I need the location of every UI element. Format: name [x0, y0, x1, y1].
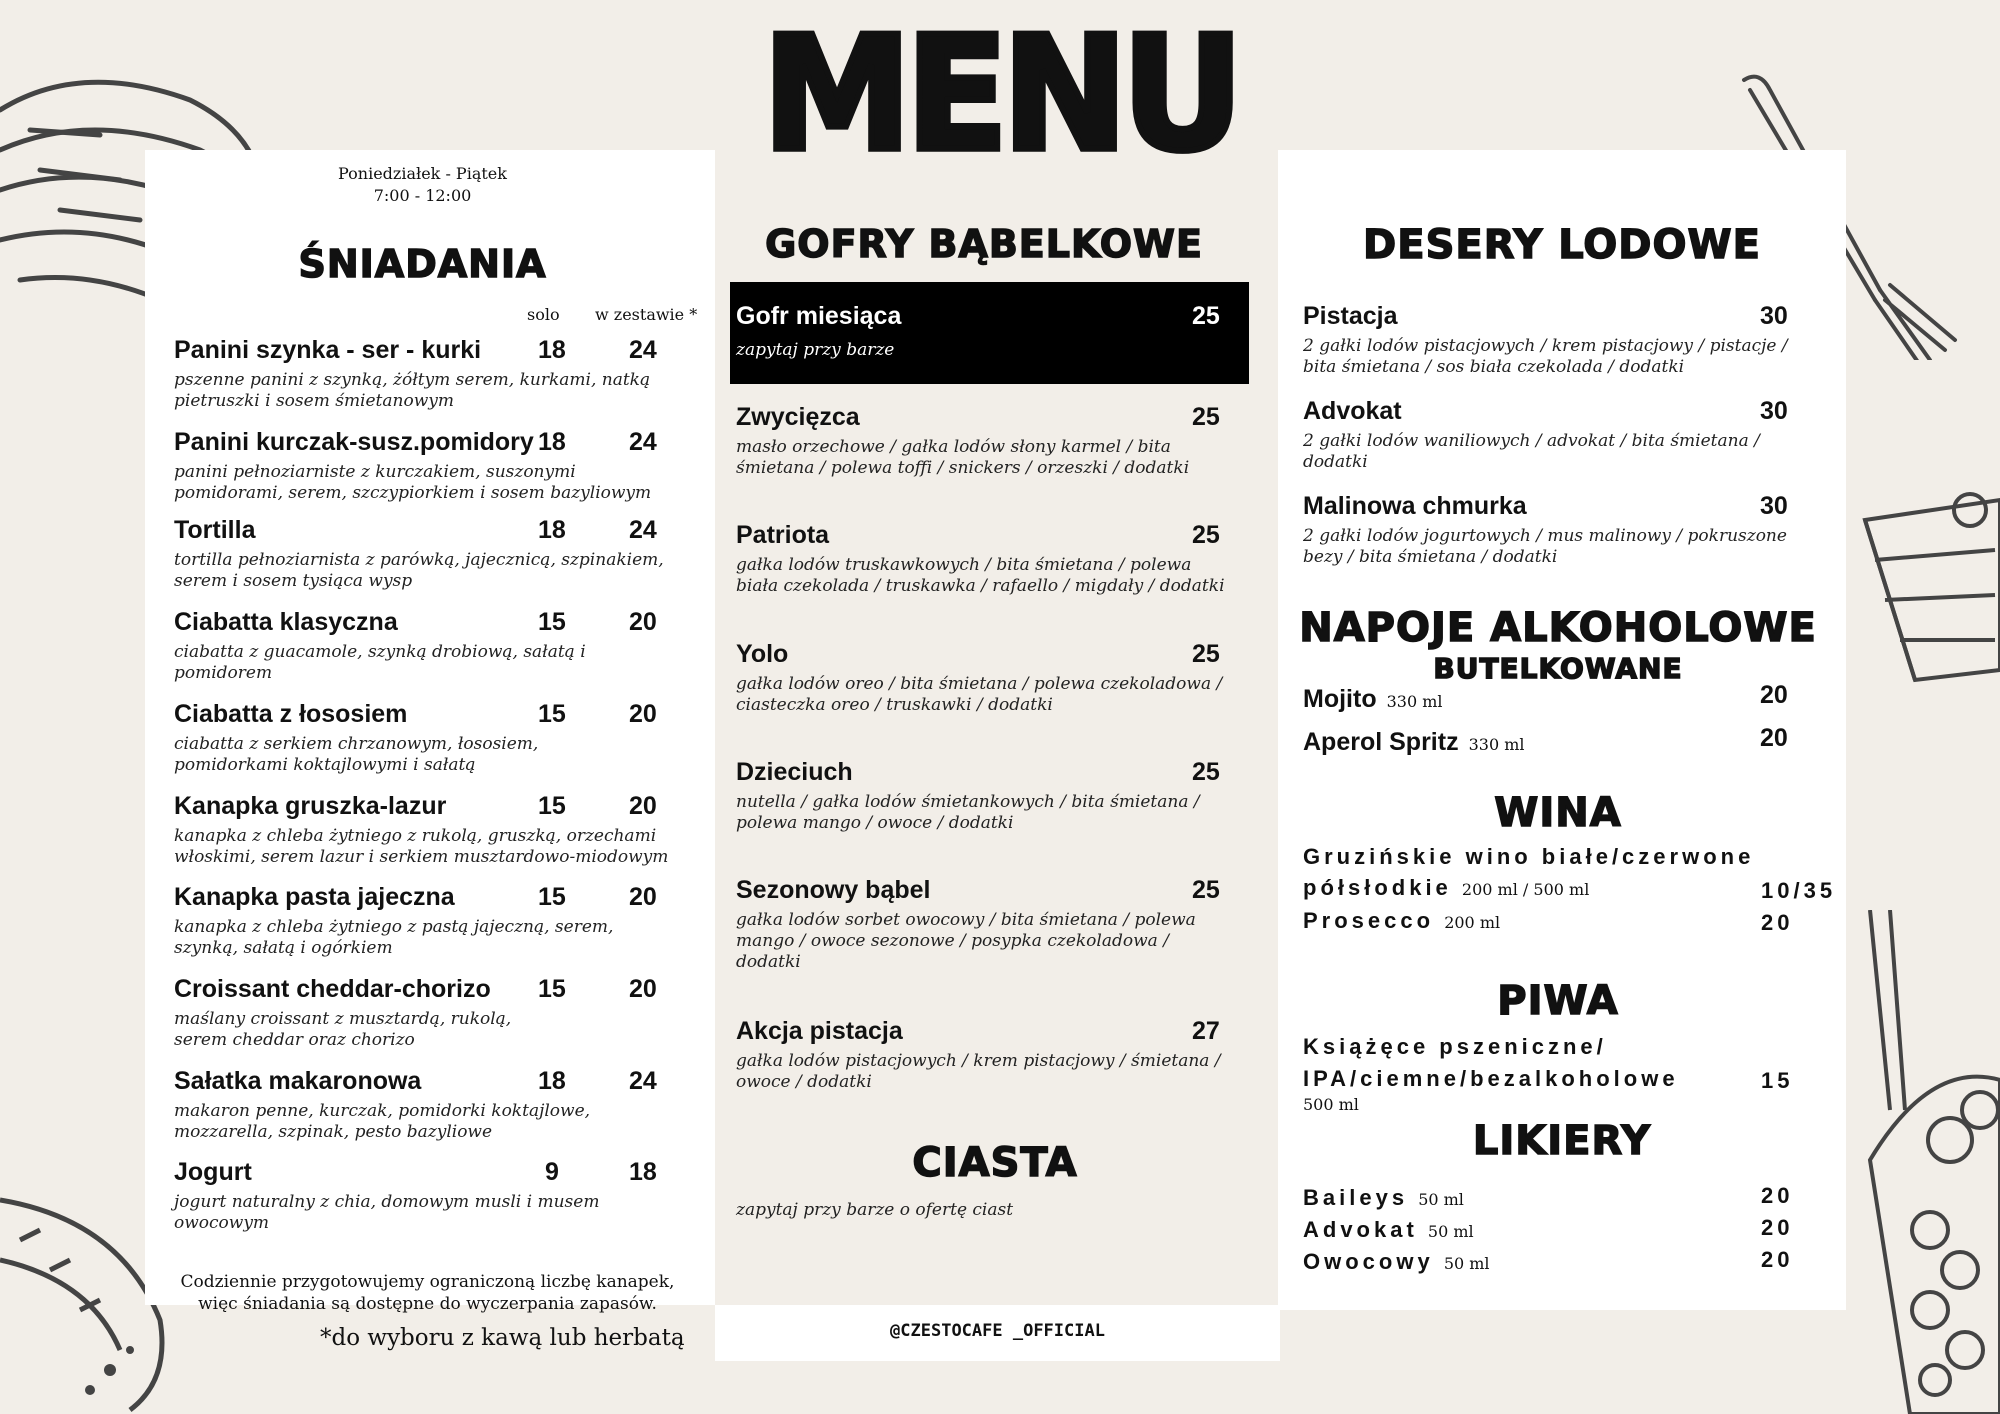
waffle-item-name: Dzieciuch — [736, 758, 853, 786]
beer-line-2: IPA/ciemne/bezalkoholowe — [1303, 1066, 1679, 1091]
breakfast-note-2: więc śniadania są dostępne do wyczerpania zapasów. — [198, 1294, 657, 1314]
featured-waffle-box — [730, 282, 1249, 384]
col-solo-label: solo — [527, 305, 560, 324]
dessert-item-desc-2: bita śmietana / sos biała czekolada / dodatki — [1303, 357, 1685, 377]
bottled-drink-volume: 330 ml — [1468, 735, 1525, 754]
breakfast-item-desc-2: serem i sosem tysiąca wysp — [174, 571, 413, 591]
wine-line-2: półsłodkie 200 ml / 500 ml — [1303, 875, 1590, 900]
breakfast-item-desc-2: pomidorem — [174, 663, 273, 683]
waffle-item-name: Sezonowy bąbel — [736, 876, 931, 904]
breakfast-days: Poniedziałek - Piątek — [338, 164, 507, 183]
breakfast-item-desc-2: mozzarella, szpinak, pesto bazyliowe — [174, 1122, 493, 1142]
bottled-drink-name — [1303, 685, 1443, 714]
breakfast-item-desc-2: pietruszki i sosem śmietanowym — [174, 391, 454, 411]
breakfast-item-solo-price: 18 — [538, 428, 566, 456]
liqueur-volume: 50 ml — [1443, 1254, 1490, 1273]
breakfast-item-name: Croissant cheddar-chorizo — [174, 975, 491, 1003]
bottled-drink-label: Mojito — [1303, 685, 1377, 713]
dessert-item-price: 30 — [1760, 492, 1788, 520]
liqueur-volume: 50 ml — [1427, 1222, 1474, 1241]
breakfast-item-solo-price: 15 — [538, 883, 566, 911]
breakfast-panel — [145, 150, 715, 1314]
liqueur-price: 20 — [1761, 1215, 1794, 1240]
menu-title: MENU — [762, 3, 1238, 187]
bubble-waffle-sketch-icon — [1850, 910, 2000, 1414]
liqueur-name — [1303, 1217, 1474, 1243]
breakfast-item-desc-1: pszenne panini z szynką, żółtym serem, kurkami, natką — [174, 370, 651, 390]
breakfast-item-set-price: 20 — [629, 883, 657, 911]
col-set-label: w zestawie * — [595, 305, 698, 324]
waffle-item-price: 25 — [1192, 758, 1220, 786]
breakfast-item-solo-price: 15 — [538, 792, 566, 820]
cakes-desc: zapytaj przy barze o ofertę ciast — [736, 1200, 1014, 1220]
breakfast-item-set-price: 18 — [629, 1158, 657, 1186]
breakfast-item-name: Sałatka makaronowa — [174, 1067, 422, 1095]
beer-volume: 500 ml — [1303, 1095, 1359, 1114]
breakfast-item-solo-price: 9 — [545, 1158, 559, 1186]
cake-sketch-icon — [1855, 490, 2000, 690]
instagram-bar — [715, 1305, 1280, 1361]
breakfast-item-desc-2: owocowym — [174, 1213, 270, 1233]
featured-waffle-desc: zapytaj przy barze — [736, 340, 895, 360]
dessert-item-desc-2: dodatki — [1303, 452, 1368, 472]
breakfast-item-desc-1: ciabatta z guacamole, szynką drobiową, sałatą i — [174, 642, 586, 662]
breakfast-item-name: Jogurt — [174, 1158, 252, 1186]
instagram-handle: @CZESTOCAFE _OFFICIAL — [890, 1321, 1105, 1341]
prosecco-name: Prosecco 200 ml — [1303, 908, 1501, 933]
breakfast-item-desc-2: pomidorkami koktajlowymi i sałatą — [174, 755, 476, 775]
breakfast-item-solo-price: 18 — [538, 1067, 566, 1095]
breakfast-note-1: Codziennie przygotowujemy ograniczoną liczbę kanapek, — [180, 1272, 675, 1292]
alcohol-heading: NAPOJE ALKOHOLOWE — [1299, 605, 1817, 651]
breakfast-item-desc-2: pomidorami, serem, szczypiorkiem i sosem bazyliowym — [174, 483, 652, 503]
bottled-drink-price: 20 — [1760, 724, 1788, 752]
waffle-item-desc-1: gałka lodów pistacjowych / krem pistacjowy / śmietana / — [736, 1051, 1221, 1071]
waffle-item-name: Yolo — [736, 640, 789, 668]
waffle-item-price: 25 — [1192, 403, 1220, 431]
breakfast-heading: ŚNIADANIA — [298, 242, 547, 286]
breakfast-item-desc-1: tortilla pełnoziarnista z parówką, jajecznicą, szpinakiem, — [174, 550, 664, 570]
liqueur-label: Owocowy — [1303, 1249, 1434, 1274]
breakfast-item-set-price: 24 — [629, 1067, 657, 1095]
waffle-item-price: 25 — [1192, 640, 1220, 668]
waffle-item-desc-2: owoce / dodatki — [736, 1072, 872, 1092]
breakfast-item-desc-1: jogurt naturalny z chia, domowym musli i musem — [174, 1192, 600, 1212]
liqueur-name — [1303, 1249, 1490, 1275]
dessert-item-price: 30 — [1760, 302, 1788, 330]
breakfast-item-desc-1: maślany croissant z musztardą, rukolą, — [174, 1009, 512, 1029]
breakfast-item-desc-1: kanapka z chleba żytniego z rukolą, gruszką, orzechami — [174, 826, 657, 846]
dessert-item-price: 30 — [1760, 397, 1788, 425]
breakfast-item-set-price: 24 — [629, 516, 657, 544]
featured-waffle-price: 25 — [1192, 302, 1220, 330]
liqueur-label: Baileys — [1303, 1185, 1409, 1210]
alcohol-subheading: BUTELKOWANE — [1433, 652, 1683, 685]
bottled-drink-label: Aperol Spritz — [1303, 728, 1459, 756]
breakfast-item-solo-price: 15 — [538, 700, 566, 728]
breakfast-item-desc-2: serem cheddar oraz chorizo — [174, 1030, 415, 1050]
breakfast-item-desc-1: makaron penne, kurczak, pomidorki koktajlowe, — [174, 1101, 591, 1121]
waffle-item-desc-2: ciasteczka oreo / truskawki / dodatki — [736, 695, 1053, 715]
breakfast-item-name: Panini kurczak-susz.pomidory — [174, 428, 534, 456]
waffle-item-desc-1: nutella / gałka lodów śmietankowych / bita śmietana / — [736, 792, 1200, 812]
liqueur-price: 20 — [1761, 1183, 1794, 1208]
wine-heading: WINA — [1494, 790, 1622, 836]
breakfast-item-desc-2: włoskimi, serem lazur i serkiem musztardowo-miodowym — [174, 847, 669, 867]
breakfast-item-solo-price: 15 — [538, 608, 566, 636]
liqueur-volume: 50 ml — [1418, 1190, 1464, 1209]
liqueur-price: 20 — [1761, 1247, 1794, 1272]
waffle-item-desc-2: polewa mango / owoce / dodatki — [736, 813, 1014, 833]
waffle-item-name: Zwycięzca — [736, 403, 860, 431]
breakfast-item-desc-1: kanapka z chleba żytniego z pastą jajeczną, serem, — [174, 917, 614, 937]
breakfast-item-set-price: 24 — [629, 336, 657, 364]
bottled-drink-volume: 330 ml — [1386, 692, 1443, 711]
breakfast-footnote: *do wyboru z kawą lub herbatą — [320, 1325, 685, 1351]
breakfast-item-set-price: 20 — [629, 975, 657, 1003]
waffle-item-desc-1: gałka lodów truskawkowych / bita śmietana / polewa — [736, 555, 1192, 575]
breakfast-item-name: Panini szynka - ser - kurki — [174, 336, 482, 364]
wine-line-1: Gruzińskie wino białe/czerwone — [1303, 844, 1755, 869]
breakfast-item-name: Ciabatta z łososiem — [174, 700, 408, 728]
beer-heading: PIWA — [1497, 978, 1619, 1024]
bottled-drink-price: 20 — [1760, 681, 1788, 709]
breakfast-item-set-price: 20 — [629, 792, 657, 820]
breakfast-item-desc-1: ciabatta z serkiem chrzanowym, łososiem, — [174, 734, 539, 754]
waffle-item-desc-3: dodatki — [736, 952, 801, 972]
beer-line-1: Książęce pszeniczne/ — [1303, 1034, 1607, 1059]
breakfast-item-set-price: 24 — [629, 428, 657, 456]
breakfast-item-name: Kanapka gruszka-lazur — [174, 792, 447, 820]
prosecco-price: 20 — [1761, 910, 1794, 935]
waffle-item-desc-2: mango / owoce sezonowe / posypka czekoladowa / — [736, 931, 1169, 951]
prosecco-volume: 200 ml — [1444, 913, 1501, 932]
dessert-item-desc-2: bezy / bita śmietana / dodatki — [1303, 547, 1558, 567]
breakfast-item-name: Tortilla — [174, 516, 256, 544]
breakfast-item-set-price: 20 — [629, 700, 657, 728]
bottled-drink-name — [1303, 728, 1525, 757]
dessert-item-name: Malinowa chmurka — [1303, 492, 1527, 520]
waffle-item-price: 25 — [1192, 521, 1220, 549]
waffle-item-desc-2: biała czekolada / truskawka / rafaello / migdały / dodatki — [736, 576, 1225, 596]
breakfast-hours: 7:00 - 12:00 — [373, 186, 472, 205]
waffles-heading: GOFRY BĄBELKOWE — [765, 222, 1203, 266]
cakes-heading: CIASTA — [912, 1140, 1078, 1186]
breakfast-item-set-price: 20 — [629, 608, 657, 636]
liqueur-heading: LIKIERY — [1472, 1118, 1652, 1164]
liqueur-label: Advokat — [1303, 1217, 1418, 1242]
desserts-drinks-panel — [1278, 150, 1846, 1310]
breakfast-item-desc-1: panini pełnoziarniste z kurczakiem, suszonymi — [174, 462, 576, 482]
dessert-item-desc-1: 2 gałki lodów jogurtowych / mus malinowy / pokruszone — [1303, 526, 1787, 546]
liqueur-name — [1303, 1185, 1464, 1211]
desserts-heading: DESERY LODOWE — [1363, 222, 1761, 268]
waffle-item-price: 25 — [1192, 876, 1220, 904]
featured-waffle-name: Gofr miesiąca — [736, 302, 902, 330]
dessert-item-name: Advokat — [1303, 397, 1402, 425]
waffle-item-name: Akcja pistacja — [736, 1017, 903, 1045]
beer-price: 15 — [1761, 1068, 1794, 1093]
breakfast-item-solo-price: 18 — [538, 336, 566, 364]
breakfast-item-name: Kanapka pasta jajeczna — [174, 883, 455, 911]
waffle-item-price: 27 — [1192, 1017, 1220, 1045]
waffle-item-desc-1: gałka lodów oreo / bita śmietana / polewa czekoladowa / — [736, 674, 1223, 694]
breakfast-item-solo-price: 15 — [538, 975, 566, 1003]
waffle-item-name: Patriota — [736, 521, 830, 549]
dessert-item-desc-1: 2 gałki lodów pistacjowych / krem pistacjowy / pistacje / — [1303, 336, 1788, 356]
breakfast-item-desc-2: szynką, sałatą i ogórkiem — [174, 938, 393, 958]
wine-volume: 200 ml / 500 ml — [1461, 880, 1590, 899]
breakfast-item-solo-price: 18 — [538, 516, 566, 544]
waffle-item-desc-2: śmietana / polewa toffi / snickers / orzeszki / dodatki — [736, 458, 1190, 478]
dessert-item-desc-1: 2 gałki lodów waniliowych / advokat / bita śmietana / — [1303, 431, 1760, 451]
waffle-item-desc-1: masło orzechowe / gałka lodów słony karmel / bita — [736, 437, 1171, 457]
breakfast-item-name: Ciabatta klasyczna — [174, 608, 398, 636]
waffle-item-desc-1: gałka lodów sorbet owocowy / bita śmietana / polewa — [736, 910, 1196, 930]
wine-price: 10/35 — [1761, 878, 1837, 903]
dessert-item-name: Pistacja — [1303, 302, 1398, 330]
